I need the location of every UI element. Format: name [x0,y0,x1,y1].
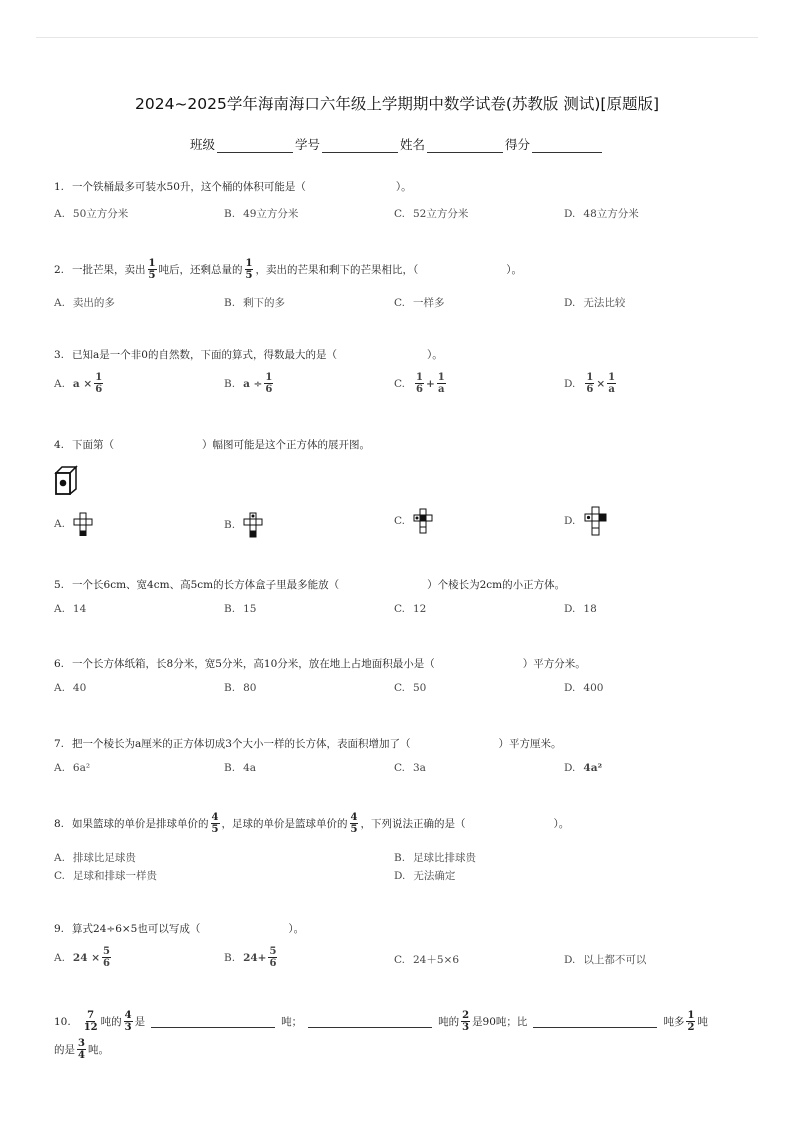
option-c[interactable]: C. 12 [394,603,427,615]
option-d[interactable]: D. $\frac{1}{6}$ × $\frac{1}{a}$ [564,372,616,395]
question-text: 算式24÷6×5也可以写成（ [72,923,201,935]
score-label: 得分 [505,137,531,152]
option-d[interactable]: D. 无法比较 [564,296,626,309]
score-blank[interactable] [532,138,602,153]
fraction: $\frac{1}{5}$ [245,258,253,281]
option-c[interactable]: C. 3a [394,762,426,774]
question-number: 1. [54,180,65,193]
fraction: $\frac{7}{12}$ [83,1010,98,1033]
option-d[interactable]: D. 400 [564,682,604,694]
question-4: 4. 下面第（ ）幅图可能是这个正方体的展开图。 [54,438,371,451]
question-text: 一个长6cm、宽4cm、高5cm的长方体盒子里最多能放（ [72,579,340,591]
question-text: 如果篮球的单价是排球单价的 [72,818,209,830]
answer-blank-2[interactable] [308,1015,432,1028]
option-c[interactable]: C. 24＋5×6 [394,953,460,966]
option-d[interactable]: D. 4a² [564,762,603,774]
question-10: 10. $\frac{7}{12}$ 吨的 $\frac{4}{3}$ 是 吨； 吨的 $\frac{2}{3}$ 是90吨；比 吨多 $\frac{1}{2}$ 吨 [54,1010,708,1033]
cube-figure [54,465,78,495]
page-title: 2024~2025学年海南海口六年级上学期期中数学试卷(苏教版 测试)[原题版] [135,95,659,113]
question-number: 7. [54,737,65,750]
student-info-row [190,135,604,153]
question-number: 5. [54,578,65,591]
option-c[interactable]: C. $\frac{1}{6}$ + $\frac{1}{a}$ [394,372,445,395]
cube-net-d-figure [583,506,607,536]
fraction: $\frac{3}{4}$ [78,1038,85,1061]
question-9: 9. 算式24÷6×5也可以写成（ ）。 [54,922,305,935]
student-id-label: 学号 [295,137,321,152]
fraction: $\frac{1}{2}$ [687,1010,695,1033]
question-number: 2. [54,263,65,276]
option-a[interactable]: A. 卖出的多 [54,296,115,309]
option-c[interactable]: C. 50 [394,682,427,694]
question-6: 6. 一个长方体纸箱，长8分米，宽5分米，高10分米，放在地上占地面积最小是（ ）平方分米。 [54,657,586,670]
answer-blank-3[interactable] [533,1015,657,1028]
class-blank[interactable] [217,138,293,153]
option-b[interactable]: B. [224,512,263,538]
fraction: $\frac{4}{3}$ [124,1010,132,1033]
option-b[interactable]: B. a ÷ $\frac{1}{6}$ [224,372,273,395]
question-number: 8. [54,817,65,830]
question-text: 一批芒果，卖出 [72,264,146,276]
option-c[interactable]: C. [394,508,433,534]
option-b[interactable]: B. 15 [224,603,257,615]
question-5: 5. 一个长6cm、宽4cm、高5cm的长方体盒子里最多能放（ ）个棱长为2cm的小正方体。 [54,578,566,591]
option-d[interactable]: D. 18 [564,603,597,615]
option-d[interactable]: D. 48立方分米 [564,207,639,220]
cube-net-b-figure [243,512,263,538]
question-number: 9. [54,922,65,935]
name-blank[interactable] [427,138,503,153]
fraction: $\frac{4}{5}$ [211,812,219,835]
question-text: 下面第（ [72,439,115,451]
fraction: $\frac{1}{5}$ [148,258,156,281]
name-label: 姓名 [400,137,426,152]
option-d[interactable]: D. 无法确定 [394,869,456,882]
question-number: 10. [54,1015,71,1028]
option-c[interactable]: C. 52立方分米 [394,207,469,220]
question-text: 一个长方体纸箱，长8分米，宽5分米，高10分米，放在地上占地面积最小是（ [72,658,435,670]
question-number: 4. [54,438,65,451]
option-d[interactable]: D. 以上都不可以 [564,953,647,966]
student-id-blank[interactable] [322,138,398,153]
option-a[interactable]: A. [54,512,93,536]
option-a[interactable]: A. 14 [54,603,87,615]
option-b[interactable]: B. 24+ $\frac{5}{6}$ [224,946,277,969]
option-b[interactable]: B. 4a [224,762,257,774]
option-d[interactable]: D. [564,506,607,536]
option-b[interactable]: B. 49立方分米 [224,207,299,220]
question-2: 2. 一批芒果，卖出 $\frac{1}{5}$ 吨后，还剩总量的 $\frac{1}{5}$ ，卖出的芒果和剩下的芒果相比，（ ）。 [54,258,522,281]
option-a[interactable]: A. 排球比足球贵 [54,851,136,864]
header-divider [36,37,758,38]
question-text: 一个铁桶最多可装水50升，这个桶的体积可能是（ [72,181,306,193]
question-number: 6. [54,657,65,670]
question-10-line-2: 的是 $\frac{3}{4}$ 吨。 [54,1038,109,1061]
question-text-end: ）。 [395,181,412,193]
fraction: $\frac{4}{5}$ [350,812,358,835]
option-a[interactable]: A. 40 [54,682,87,694]
cube-net-a-figure [73,512,93,536]
option-c[interactable]: C. 足球和排球一样贵 [54,869,157,882]
question-7: 7. 把一个棱长为a厘米的正方体切成3个大小一样的长方体，表面积增加了（ ）平方厘米。 [54,737,562,750]
option-a[interactable]: A. a × $\frac{1}{6}$ [54,372,103,395]
question-8: 8. 如果篮球的单价是排球单价的 $\frac{4}{5}$ ，足球的单价是篮球单价的 $\frac{4}{5}$ ，下列说法正确的是（ ）。 [54,812,570,835]
option-a[interactable]: A. 6a² [54,762,91,774]
question-text: 已知a是一个非0的自然数，下面的算式，得数最大的是（ [72,349,337,361]
question-text: 把一个棱长为a厘米的正方体切成3个大小一样的长方体，表面积增加了（ [72,738,411,750]
answer-blank-1[interactable] [151,1015,275,1028]
class-label: 班级 [190,137,216,152]
option-b[interactable]: B. 80 [224,682,257,694]
option-b[interactable]: B. 足球比排球贵 [394,851,477,864]
option-a[interactable]: A. 50立方分米 [54,207,129,220]
question-1 [54,179,412,194]
option-c[interactable]: C. 一样多 [394,296,445,309]
option-b[interactable]: B. 剩下的多 [224,296,286,309]
option-a[interactable]: A. 24 × $\frac{5}{6}$ [54,946,110,969]
cube-net-c-figure [413,508,433,534]
question-3: 3. 已知a是一个非0的自然数，下面的算式，得数最大的是（ ）。 [54,348,443,361]
question-number: 3. [54,348,65,361]
fraction: $\frac{2}{3}$ [462,1010,470,1033]
